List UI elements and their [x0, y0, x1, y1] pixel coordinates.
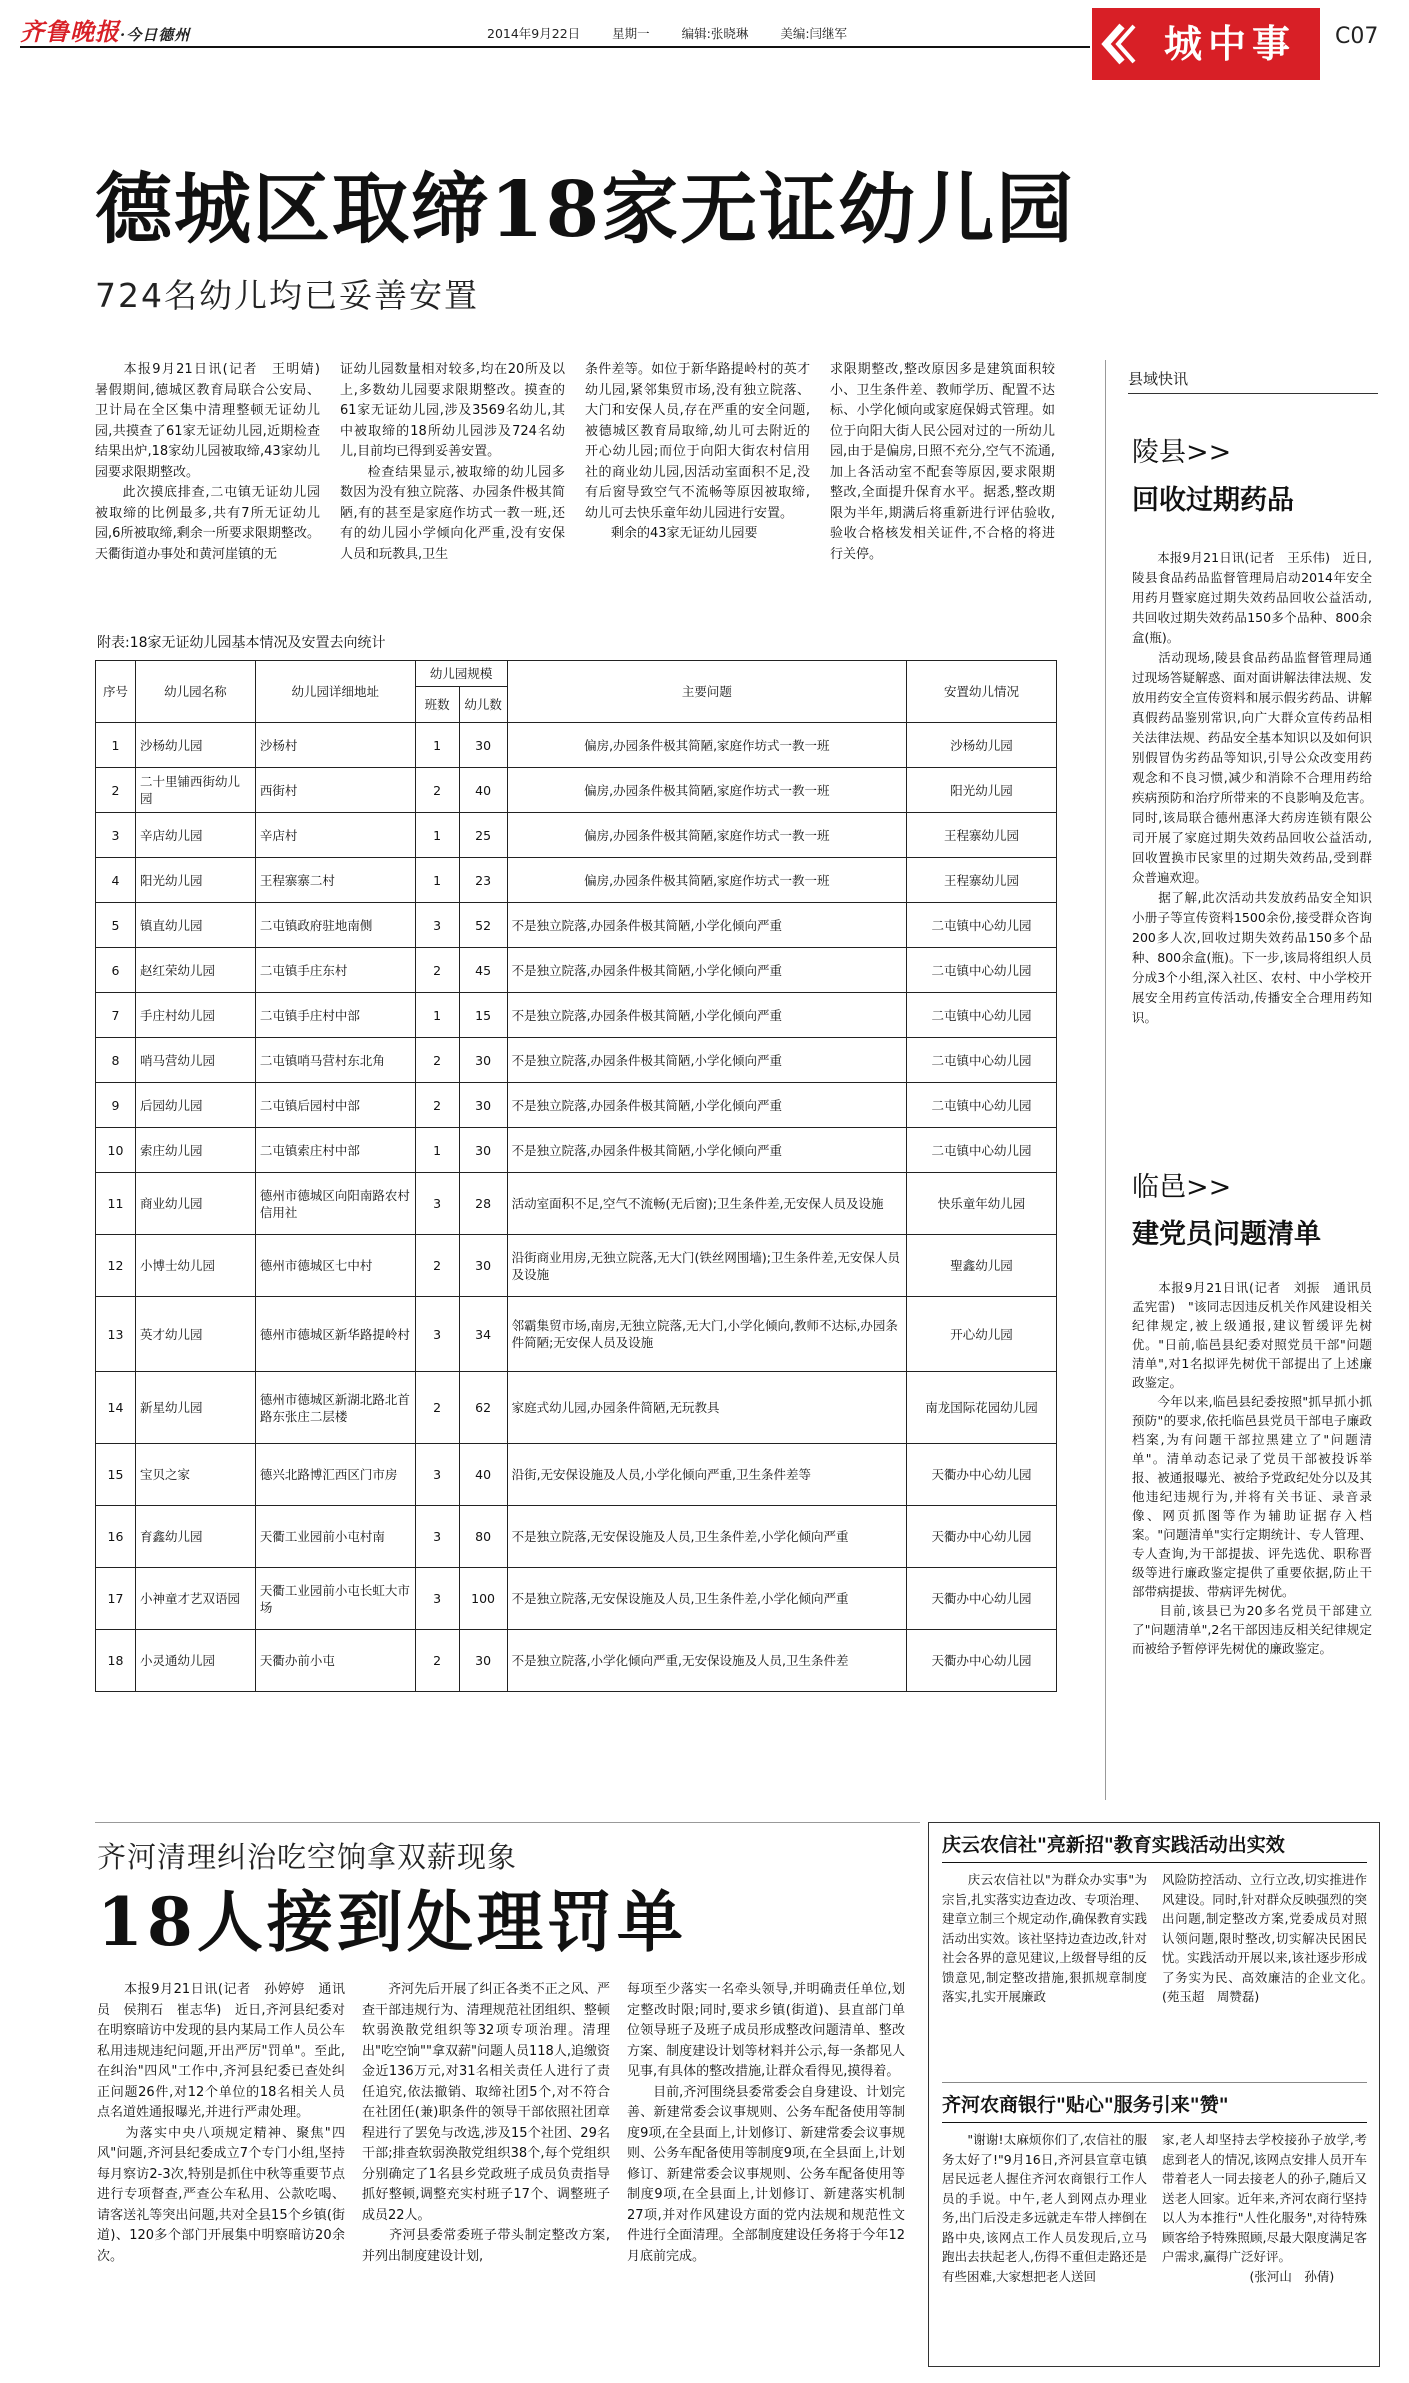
box2-col2: 家,老人却坚持去学校接孙子放学,考虑到老人的情况,该网点安排人员开车带着老人一同去接老人的孙子,随后又送老人回家。近年来,齐河农商行坚持以人为本推行"人性化服务",对待特殊顾客给予特殊照顾,尽最大限度满足客户需求,赢得广泛好评。 (张河山 孙倩) [1162, 2132, 1367, 2284]
cell-children: 30 [459, 1038, 507, 1083]
cell-classes: 2 [415, 948, 459, 993]
cell-placement: 二屯镇中心幼儿园 [907, 948, 1057, 993]
cell-address: 德州市德城区七中村 [255, 1235, 415, 1297]
cell-children: 52 [459, 903, 507, 948]
cell-name: 英才幼儿园 [135, 1297, 255, 1372]
sidebar-news2-body: 本报9月21日讯(记者 刘振 通讯员 孟宪雷) "该同志因违反机关作风建设相关纪律规定,被上级通报,建议暂缓评先树优。"日前,临邑县纪委对照党员干部"问题清单",对1名拟评先树优干部提出了上述廉政鉴定。 今年以来,临邑县纪委按照"抓早抓小抓预防"的要求,依托临邑县党员干部电子廉政档案,为有问题干部拉黑建立了"问题清单"。清单动态记录了党员干部被投诉举报、被通报曝光、被给予党政纪处分以及其他违纪违规行为,并将有关书证、录音录像、网页抓图等作为辅助证据存入档案。"问题清单"实行定期统计、专人管理、专人查询,为干部提拔、评先选优、职称晋级等进行廉政鉴定提供了重要依据,防止干部带病提拔、带病评先树优。 目前,该县已为20多名党员干部建立了"问题清单",2名干部因违反相关纪律规定而被给予暂停评先树优的廉政鉴定。 [1132, 1280, 1372, 1656]
cell-children: 28 [459, 1173, 507, 1235]
cell-classes: 1 [415, 723, 459, 768]
cell-address: 二屯镇手庄村中部 [255, 993, 415, 1038]
col-header-children: 幼儿数 [459, 687, 507, 723]
page-number: C07 [1335, 24, 1379, 49]
cell-children: 100 [459, 1568, 507, 1630]
table-row [96, 1297, 1057, 1372]
cell-problems: 偏房,办园条件极其简陋,家庭作坊式一教一班 [507, 768, 907, 813]
table-row [96, 993, 1057, 1038]
cell-children: 30 [459, 1630, 507, 1692]
cell-address: 天衢工业园前小屯村南 [255, 1506, 415, 1568]
table-row [96, 1630, 1057, 1692]
cell-placement: 天衢办中心幼儿园 [907, 1630, 1057, 1692]
cell-classes: 2 [415, 1235, 459, 1297]
box2-title-rule [942, 2122, 1367, 2123]
cell-name: 新星幼儿园 [135, 1372, 255, 1444]
main-story-col4: 求限期整改,整改原因多是建筑面积较小、卫生条件差、教师学历、配置不达标、小学化倾向或家庭保姆式管理。如位于向阳大街人民公园对过的一所幼儿园,由于是偏房,日照不充分,空气不流通,加上各活动室不配套等原因,要求限期整改,全面提升保育水平。据悉,整改期限为半年,期满后将重新进行评估验收,验收合格核发相关证件,不合格的将进行关停。 [830, 362, 1055, 562]
cell-children: 45 [459, 948, 507, 993]
logo-subtitle: ·今日德州 [120, 26, 191, 44]
table-row [96, 1128, 1057, 1173]
cell-placement: 二屯镇中心幼儿园 [907, 1083, 1057, 1128]
cell-name: 索庄幼儿园 [135, 1128, 255, 1173]
cell-children: 62 [459, 1372, 507, 1444]
cell-classes: 2 [415, 1372, 459, 1444]
cell-children: 23 [459, 858, 507, 903]
cell-problems: 偏房,办园条件极其简陋,家庭作坊式一教一班 [507, 858, 907, 903]
col-header-name: 幼儿园名称 [135, 661, 255, 723]
cell-name: 阳光幼儿园 [135, 858, 255, 903]
box1-title-rule [942, 1862, 1367, 1863]
cell-problems: 不是独立院落,办园条件极其简陋,小学化倾向严重 [507, 993, 907, 1038]
cell-placement: 二屯镇中心幼儿园 [907, 993, 1057, 1038]
box2-col1: "谢谢!太麻烦你们了,农信社的服务太好了!"9月16日,齐河县宣章屯镇居民远老人握住齐河农商银行工作人员的手说。中午,老人到网点办理业务,出门后没走多远就走车带人摔倒在路中央,该网点工作人员发现后,立马跑出去扶起老人,伤得不重但走路还是有些困难,大家想把老人送回 [942, 2132, 1147, 2284]
issue-date: 2014年9月22日 [487, 26, 581, 41]
table-row [96, 903, 1057, 948]
cell-no: 5 [96, 903, 136, 948]
cell-address: 二屯镇政府驻地南侧 [255, 903, 415, 948]
cell-name: 赵红荣幼儿园 [135, 948, 255, 993]
cell-name: 二十里铺西街幼儿园 [135, 768, 255, 813]
cell-no: 16 [96, 1506, 136, 1568]
table-body [96, 723, 1057, 1692]
cell-classes: 2 [415, 1038, 459, 1083]
cell-name: 辛店幼儿园 [135, 813, 255, 858]
col-header-classes: 班数 [415, 687, 459, 723]
cell-no: 2 [96, 768, 136, 813]
main-story-col1: 本报9月21日讯(记者 王明婧) 暑假期间,德城区教育局联合公安局、卫计局在全区集中清理整顿无证幼儿园,共摸查了61家无证幼儿园,近期检查结果出炉,18家幼儿园被取缔,43家幼儿园要求限期整改。 此次摸底排查,二屯镇无证幼儿园被取缔的比例最多,共有7所无证幼儿园,6所被取缔,剩余一所要求限期整改。天衢街道办事处和黄河崖镇的无 [95, 362, 320, 562]
cell-no: 17 [96, 1568, 136, 1630]
sidebar-section-label [1128, 368, 1378, 394]
cell-no: 18 [96, 1630, 136, 1692]
sidebar-news1-county: 陵县>> [1132, 437, 1232, 468]
cell-address: 二屯镇哨马营村东北角 [255, 1038, 415, 1083]
cell-classes: 3 [415, 1173, 459, 1235]
cell-name: 育鑫幼儿园 [135, 1506, 255, 1568]
cell-placement: 王程寨幼儿园 [907, 858, 1057, 903]
cell-address: 天衢办前小屯 [255, 1630, 415, 1692]
cell-problems: 不是独立院落,无安保设施及人员,卫生条件差,小学化倾向严重 [507, 1568, 907, 1630]
cell-children: 15 [459, 993, 507, 1038]
table-row [96, 1083, 1057, 1128]
cell-no: 8 [96, 1038, 136, 1083]
cell-no: 6 [96, 948, 136, 993]
cell-classes: 2 [415, 768, 459, 813]
sidebar-divider [1105, 360, 1106, 1800]
cell-no: 3 [96, 813, 136, 858]
second-story-divider [95, 1822, 920, 1823]
cell-no: 12 [96, 1235, 136, 1297]
cell-placement: 天衢办中心幼儿园 [907, 1444, 1057, 1506]
box1-col1: 庆云农信社以"为群众办实事"为宗旨,扎实落实边查边改、专项治理、建章立制三个规定动作,确保教育实践活动出实效。该社坚持边查边改,针对社会各界的意见建议,上级督导组的反馈意见,制定整改措施,狠抓规章制度落实,扎实开展廉政 [942, 1872, 1147, 2004]
cell-classes: 3 [415, 1568, 459, 1630]
col-header-problems: 主要问题 [507, 661, 907, 723]
cell-no: 9 [96, 1083, 136, 1128]
cell-problems: 邻霸集贸市场,南房,无独立院落,无大门,小学化倾向,教师不达标,办园条件简陋;无安保人员及设施 [507, 1297, 907, 1372]
logo-text: 齐鲁晚报 [20, 17, 120, 46]
cell-address: 二屯镇索庄村中部 [255, 1128, 415, 1173]
table-row [96, 768, 1057, 813]
cell-classes: 3 [415, 903, 459, 948]
cell-address: 二屯镇后园村中部 [255, 1083, 415, 1128]
cell-address: 王程寨寨二村 [255, 858, 415, 903]
cell-name: 哨马营幼儿园 [135, 1038, 255, 1083]
editor-credit: 编辑:张晓琳 [681, 26, 749, 41]
cell-children: 30 [459, 1083, 507, 1128]
cell-problems: 不是独立院落,办园条件极其简陋,小学化倾向严重 [507, 1128, 907, 1173]
cell-placement: 聖鑫幼儿园 [907, 1235, 1057, 1297]
cell-no: 11 [96, 1173, 136, 1235]
cell-placement: 王程寨幼儿园 [907, 813, 1057, 858]
section-badge: 城中事 [1140, 8, 1320, 80]
section-arrow-icon [1092, 8, 1140, 80]
sidebar-label-text: 县域快讯 [1128, 370, 1189, 388]
table-row [96, 858, 1057, 903]
box1-col2: 风险防控活动、立行立改,切实推进作风建设。同时,针对群众反映强烈的突出问题,制定整改方案,党委成员对照认领问题,限时整改,切实解决民困民忧。实践活动开展以来,该社逐步形成了务实为民、高效廉洁的企业文化。 (苑玉超 周赞磊) [1162, 1872, 1380, 2004]
second-story-col2: 齐河先后开展了纠正各类不正之风、严查干部违规行为、清理规范社团组织、整顿软弱涣散党组织等32项专项治理。清理出"吃空饷""拿双薪"问题人员118人,追缴资金近136万元,对31名相关责任人进行了责任追究,依法撤销、取缔社团5个,对不符合在社团任(兼)职条件的领导干部依照社团章程进行了罢免与改选,涉及15个社团、29名干部;排查软弱涣散党组织38个,每个党组织分别确定了1名县乡党政班子成员负责指导抓好整顿,调整充实村班子17个、调整班子成员22人。 齐河县委常委班子带头制定整改方案,并列出制度建设计划, [362, 1982, 610, 2264]
cell-placement: 二屯镇中心幼儿园 [907, 1038, 1057, 1083]
cell-problems: 不是独立院落,小学化倾向严重,无安保设施及人员,卫生条件差 [507, 1630, 907, 1692]
second-story-col3: 每项至少落实一名牵头领导,并明确责任单位,划定整改时限;同时,要求乡镇(街道)、县直部门单位领导班子及班子成员形成整改问题清单、整改方案、制度建设计划等材料并公示,每一条都见人见事,有具体的整改措施,让群众看得见,摸得着。 目前,齐河围绕县委常委会自身建设、计划完善、新建常委会议事规则、公务车配备使用等制度9项,在全县面上,计划修订、新建常委会议事规则、公务车配备使用等制度9项,在全县面上,计划修订、新建常委会议事规则、公务车配备使用等制度9项,在全县面上,计划修订、新建落实机制27项,并对作风建设方面的党内法规和规范性文件进行全面清理。全部制度建设任务将于今年12月底前完成。 [627, 1982, 905, 2264]
cell-placement: 天衢办中心幼儿园 [907, 1568, 1057, 1630]
main-headline: 德城区取缔18家无证幼儿园 [95, 165, 1076, 255]
sidebar-news1-body: 本报9月21日讯(记者 王乐伟) 近日,陵县食品药品监督管理局启动2014年安全用药月暨家庭过期失效药品回收公益活动,共回收过期失效药品150多个品种、800余盒(瓶)。 活动现场,陵县食品药品监督管理局通过现场答疑解惑、面对面讲解法律法规、发放用药安全宣传资料和展示假劣药品、讲解真假药品鉴别常识,向广大群众宣传药品相关法律法规、药品安全基本知识以及如何识别假冒伪劣药品等知识,引导公众改变用药观念和不良习惯,减少和消除不合理用药给疾病预防和治疗所带来的不良影响及危害。同时,该局联合德州惠泽大药房连锁有限公司开展了家庭过期失效药品回收公益活动,回收置换市民家里的过期失效药品,受到群众普遍欢迎。 据了解,此次活动共发放药品安全知识小册子等宣传资料1500余份,接受群众咨询200多人次,回收过期失效药品150多个品种、800余盒(瓶)。下一步,该局将组织人员分成3个小组,深入社区、农村、中小学校开展安全用药宣传活动,传播安全合理用药知识。 [1132, 550, 1372, 1025]
cell-no: 15 [96, 1444, 136, 1506]
cell-placement: 南龙国际花园幼儿园 [907, 1372, 1057, 1444]
cell-problems: 不是独立院落,办园条件极其简陋,小学化倾向严重 [507, 948, 907, 993]
cell-placement: 二屯镇中心幼儿园 [907, 1128, 1057, 1173]
cell-placement: 阳光幼儿园 [907, 768, 1057, 813]
cell-name: 小神童才艺双语园 [135, 1568, 255, 1630]
cell-children: 34 [459, 1297, 507, 1372]
second-story-col1: 本报9月21日讯(记者 孙婷婷 通讯员 侯荆石 崔志华) 近日,齐河县纪委对在明察暗访中发现的县内某局工作人员公车私用违规违纪问题,开出严厉"罚单"。至此,在纠治"四风"工作中,齐河县纪委已查处纠正问题26件,对12个单位的18名相关人员点名道姓通报曝光,并进行严肃处理。 为落实中央八项规定精神、聚焦"四风"问题,齐河县纪委成立7个专门小组,坚持每月察访2-3次,特别是抓住中秋等重要节点进行专项督查,严查公车私用、公款吃喝、请客送礼等突出问题,共对全县15个乡镇(街道)、120多个部门开展集中明察暗访20余次。 [97, 1982, 345, 2264]
col-header-address: 幼儿园详细地址 [255, 661, 415, 723]
cell-classes: 2 [415, 1083, 459, 1128]
table-row [96, 1506, 1057, 1568]
table-row [96, 1038, 1057, 1083]
designer-credit: 美编:闫继军 [780, 26, 848, 41]
cell-problems: 沿街商业用房,无独立院落,无大门(铁丝网围墙);卫生条件差,无安保人员及设施 [507, 1235, 907, 1297]
cell-placement: 开心幼儿园 [907, 1297, 1057, 1372]
cell-address: 西街村 [255, 768, 415, 813]
cell-children: 40 [459, 1444, 507, 1506]
cell-classes: 3 [415, 1506, 459, 1568]
cell-name: 手庄村幼儿园 [135, 993, 255, 1038]
kindergarten-table [95, 660, 1057, 1692]
cell-problems: 不是独立院落,办园条件极其简陋,小学化倾向严重 [507, 1038, 907, 1083]
main-subheadline: 724名幼儿均已妥善安置 [95, 276, 479, 315]
cell-name: 商业幼儿园 [135, 1173, 255, 1235]
cell-address: 沙杨村 [255, 723, 415, 768]
table-row [96, 948, 1057, 993]
cell-address: 二屯镇手庄东村 [255, 948, 415, 993]
cell-classes: 2 [415, 1630, 459, 1692]
newspaper-logo [20, 12, 190, 47]
cell-name: 小博士幼儿园 [135, 1235, 255, 1297]
cell-classes: 1 [415, 1128, 459, 1173]
cell-name: 宝贝之家 [135, 1444, 255, 1506]
second-story-kicker: 齐河清理纠治吃空饷拿双薪现象 [97, 1840, 518, 1874]
sidebar-news2-county: 临邑>> [1132, 1172, 1232, 1203]
table-row [96, 1235, 1057, 1297]
box2-title: 齐河农商银行"贴心"服务引来"赞" [942, 2094, 1229, 2116]
cell-address: 德兴北路博汇西区门市房 [255, 1444, 415, 1506]
cell-children: 40 [459, 768, 507, 813]
cell-no: 1 [96, 723, 136, 768]
cell-placement: 二屯镇中心幼儿园 [907, 903, 1057, 948]
cell-no: 10 [96, 1128, 136, 1173]
cell-problems: 偏房,办园条件极其简陋,家庭作坊式一教一班 [507, 723, 907, 768]
table-row [96, 1372, 1057, 1444]
cell-children: 30 [459, 723, 507, 768]
table-caption: 附表:18家无证幼儿园基本情况及安置去向统计 [97, 635, 386, 651]
col-header-no: 序号 [96, 661, 136, 723]
table-row [96, 1173, 1057, 1235]
table-row [96, 813, 1057, 858]
cell-problems: 家庭式幼儿园,办园条件简陋,无玩教具 [507, 1372, 907, 1444]
cell-problems: 沿街,无安保设施及人员,小学化倾向严重,卫生条件差等 [507, 1444, 907, 1506]
cell-children: 25 [459, 813, 507, 858]
table-row [96, 1444, 1057, 1506]
cell-no: 4 [96, 858, 136, 903]
cell-problems: 偏房,办园条件极其简陋,家庭作坊式一教一班 [507, 813, 907, 858]
issue-weekday: 星期一 [612, 26, 650, 41]
cell-placement: 天衢办中心幼儿园 [907, 1506, 1057, 1568]
cell-problems: 不是独立院落,办园条件极其简陋,小学化倾向严重 [507, 903, 907, 948]
cell-classes: 1 [415, 813, 459, 858]
cell-name: 镇直幼儿园 [135, 903, 255, 948]
box1-title: 庆云农信社"亮新招"教育实践活动出实效 [942, 1834, 1285, 1856]
cell-no: 14 [96, 1372, 136, 1444]
cell-problems: 不是独立院落,办园条件极其简陋,小学化倾向严重 [507, 1083, 907, 1128]
cell-classes: 1 [415, 858, 459, 903]
cell-children: 30 [459, 1128, 507, 1173]
cell-classes: 3 [415, 1297, 459, 1372]
main-story-col2: 证幼儿园数量相对较多,均在20所及以上,多数幼儿园要求限期整改。摸查的61家无证幼儿园,涉及3569名幼儿,其中被取缔的18所幼儿园涉及724名幼儿,目前均已得到妥善安置。 检查结果显示,被取缔的幼儿园多数因为没有独立院落、办园条件极其简陋,有的甚至是家庭作坊式一教一班,还有的幼儿园小学倾向化严重,没有安保人员和玩教具,卫生 [340, 362, 565, 562]
header-rule [20, 46, 1090, 48]
cell-children: 80 [459, 1506, 507, 1568]
cell-classes: 1 [415, 993, 459, 1038]
cell-no: 13 [96, 1297, 136, 1372]
main-story-col3: 条件差等。如位于新华路提岭村的英才幼儿园,紧邻集贸市场,没有独立院落、大门和安保人员,存在严重的安全问题,被德城区教育局取缔,幼儿可去附近的开心幼儿园;而位于向阳大街农村信用社的商业幼儿园,因活动室面积不足,没有后窗导致空气不流畅等原因被取缔,幼儿可去快乐童年幼儿园进行安置。 剩余的43家无证幼儿园要 [585, 362, 810, 541]
issue-meta [487, 24, 847, 42]
cell-address: 天衢工业园前小屯长虹大市场 [255, 1568, 415, 1630]
cell-placement: 沙杨幼儿园 [907, 723, 1057, 768]
cell-name: 沙杨幼儿园 [135, 723, 255, 768]
cell-problems: 不是独立院落,无安保设施及人员,卫生条件差,小学化倾向严重 [507, 1506, 907, 1568]
table-row [96, 1568, 1057, 1630]
cell-address: 德州市德城区向阳南路农村信用社 [255, 1173, 415, 1235]
cell-name: 后园幼儿园 [135, 1083, 255, 1128]
cell-address: 辛店村 [255, 813, 415, 858]
cell-children: 30 [459, 1235, 507, 1297]
col-header-placement: 安置幼儿情况 [907, 661, 1057, 723]
sidebar-news1-title: 回收过期药品 [1132, 485, 1294, 516]
cell-no: 7 [96, 993, 136, 1038]
cell-name: 小灵通幼儿园 [135, 1630, 255, 1692]
cell-problems: 活动室面积不足,空气不流畅(无后窗);卫生条件差,无安保人员及设施 [507, 1173, 907, 1235]
cell-address: 德州市德城区新华路提岭村 [255, 1297, 415, 1372]
box2-divider [942, 2082, 1367, 2083]
second-story-headline: 18人接到处理罚单 [97, 1883, 687, 1961]
col-header-scale: 幼儿园规模 [415, 661, 507, 687]
cell-address: 德州市德城区新湖北路北首路东张庄二层楼 [255, 1372, 415, 1444]
table-row [96, 723, 1057, 768]
sidebar-news2-title: 建党员问题清单 [1132, 1219, 1321, 1250]
cell-classes: 3 [415, 1444, 459, 1506]
cell-placement: 快乐童年幼儿园 [907, 1173, 1057, 1235]
